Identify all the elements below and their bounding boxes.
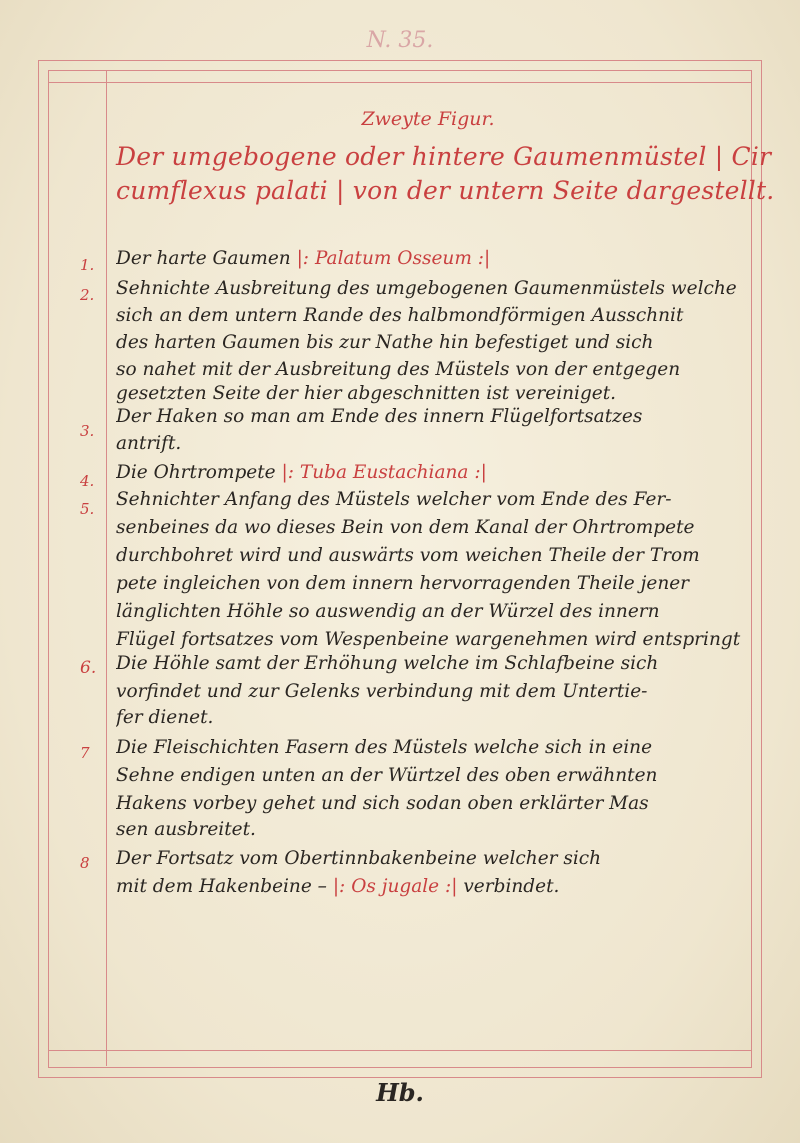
entry-line: Sehnichte Ausbreitung des umgebogenen Gaumenmüstels welche [116,278,737,299]
entry-number: 6. [80,658,97,678]
entry-number: 4. [80,472,95,490]
entry-line: mit dem Hakenbeine – |: Os jugale :| verbindet. [116,876,560,897]
entry-line: durchbohret wird und auswärts vom weichen Theile der Trom [116,545,700,566]
entry-line: gesetzten Seite der hier abgeschnitten ist vereiniget. [116,383,617,404]
title-line-1: Der umgebogene oder hintere Gaumenmüstel | Cir [116,142,772,171]
entry-line: Sehnichter Anfang des Müstels welcher vom Ende des Fer- [116,489,672,510]
entry-line: sich an dem untern Rande des halbmondförmigen Ausschnit [116,305,684,326]
entry-number: 7 [80,744,90,762]
entry-line: Der harte Gaumen |: Palatum Osseum :| [116,248,491,269]
entry-text: Der harte Gaumen [116,248,291,269]
figure-heading: Zweyte Figur. [361,108,495,130]
entry-line: länglichten Höhle so auswendig an der Würzel des innern [116,601,660,622]
entry-line: sen ausbreitet. [116,819,256,840]
entry-line: Die Ohrtrompete |: Tuba Eustachiana :| [116,462,487,483]
title-line-2: cumflexus palati | von der untern Seite dargestellt. [116,176,775,205]
entry-line: Der Fortsatz vom Obertinnbakenbeine welcher sich [116,848,602,869]
entry-line: Hakens vorbey gehet und sich sodan oben erklärter Mas [116,793,649,814]
entry-line: pete ingleichen von dem innern hervorragenden Theile jener [116,573,690,594]
latin-term: Tuba Eustachiana [299,462,469,483]
entry-number: 8 [80,854,90,872]
entry-text: Die Ohrtrompete [116,462,276,483]
entry-line: Der Haken so man am Ende des innern Flügelfortsatzes [116,406,643,427]
entry-line: so nahet mit der Ausbreitung des Müstels von der entgegen [116,359,681,380]
entry-line: des harten Gaumen bis zur Nathe hin befestiget und sich [116,332,654,353]
entry-line: Sehne endigen unten an der Würtzel des oben erwähnten [116,765,658,786]
entry-line: fer dienet. [116,707,214,728]
page-number: N. 35. [366,28,434,53]
entry-number: 3. [80,422,95,440]
entry-line: Die Höhle samt der Erhöhung welche im Schlafbeine sich [116,653,659,674]
top-rule [48,82,751,83]
entry-text: verbindet. [463,876,560,897]
entry-number: 1. [80,256,95,274]
entry-number: 2. [80,286,95,304]
margin-rule [106,70,107,1066]
entry-line: vorfindet und zur Gelenks verbindung mit dem Untertie- [116,681,648,702]
entry-text: mit dem Hakenbeine – [116,876,327,897]
entry-line: Die Fleischichten Fasern des Müstels welche sich in eine [116,737,653,758]
bottom-rule [48,1050,751,1051]
entry-line: senbeines da wo dieses Bein von dem Kanal der Ohrtrompete [116,517,695,538]
latin-term: Os jugale [351,876,440,897]
entry-line: Flügel fortsatzes vom Wespenbeine wargenehmen wird entspringt [116,629,741,650]
entry-line: antrift. [116,433,182,454]
entry-number: 5. [80,500,95,518]
signature: Hb. [376,1078,424,1107]
latin-term: Palatum Osseum [314,248,472,269]
